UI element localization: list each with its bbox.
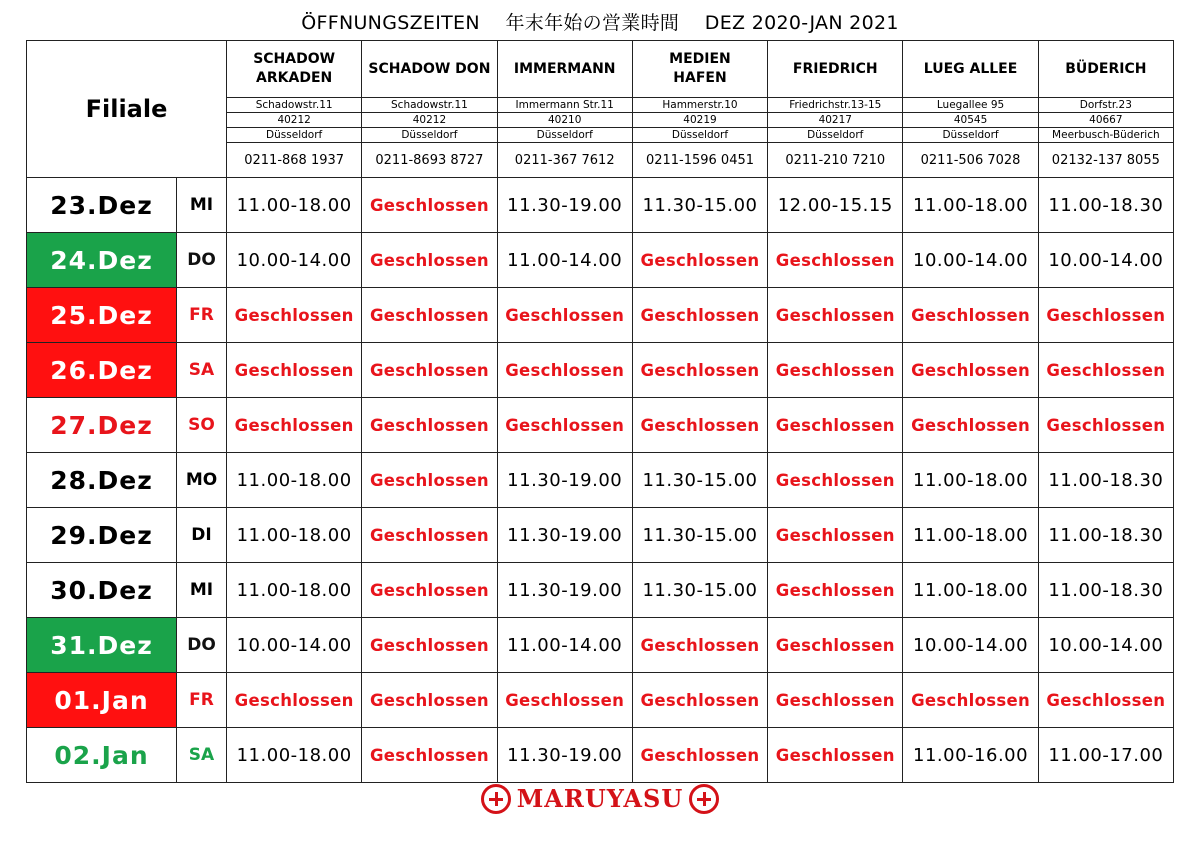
closed-cell: Geschlossen (768, 508, 903, 563)
store-city: Meerbusch-Büderich (1038, 128, 1173, 143)
store-city: Düsseldorf (497, 128, 632, 143)
hours-cell: 11.30-15.00 (632, 453, 767, 508)
store-zip: 40217 (768, 113, 903, 128)
store-city: Düsseldorf (227, 128, 362, 143)
hours-cell: 11.00-16.00 (903, 728, 1038, 783)
closed-cell: Geschlossen (903, 288, 1038, 343)
hours-cell: 11.00-18.00 (903, 453, 1038, 508)
maruyasu-seal-icon (689, 784, 719, 814)
closed-cell: Geschlossen (632, 398, 767, 453)
closed-cell: Geschlossen (362, 288, 497, 343)
store-name-line1: MEDIEN (669, 51, 731, 67)
closed-cell: Geschlossen (497, 398, 632, 453)
closed-cell: Geschlossen (362, 618, 497, 673)
store-phone: 0211-868 1937 (227, 143, 362, 178)
closed-cell: Geschlossen (362, 508, 497, 563)
weekday-cell: MI (177, 178, 227, 233)
hours-cell: 11.00-18.00 (903, 178, 1038, 233)
weekday-cell: SA (177, 343, 227, 398)
store-name (497, 41, 632, 98)
closed-cell: Geschlossen (227, 398, 362, 453)
weekday-cell: DO (177, 233, 227, 288)
weekday-cell: SA (177, 728, 227, 783)
hours-cell: 12.00-15.15 (768, 178, 903, 233)
store-name-line1: LUEG ALLEE (923, 60, 1018, 77)
hours-cell: 11.30-19.00 (497, 453, 632, 508)
hours-cell: 10.00-14.00 (227, 618, 362, 673)
hours-cell: 10.00-14.00 (903, 618, 1038, 673)
date-cell: 31.Dez (27, 618, 177, 673)
store-phone: 0211-367 7612 (497, 143, 632, 178)
store-zip: 40667 (1038, 113, 1173, 128)
hours-cell: 11.00-17.00 (1038, 728, 1173, 783)
date-cell: 01.Jan (27, 673, 177, 728)
closed-cell: Geschlossen (768, 233, 903, 288)
hours-cell: 11.30-15.00 (632, 563, 767, 618)
logo-text: MARUYASU (516, 784, 684, 813)
weekday-cell: DI (177, 508, 227, 563)
closed-cell: Geschlossen (362, 233, 497, 288)
hours-cell: 10.00-14.00 (227, 233, 362, 288)
closed-cell: Geschlossen (227, 673, 362, 728)
store-name (632, 41, 767, 98)
store-zip: 40545 (903, 113, 1038, 128)
closed-cell: Geschlossen (362, 728, 497, 783)
store-city: Düsseldorf (362, 128, 497, 143)
table-row (27, 343, 1174, 398)
closed-cell: Geschlossen (362, 398, 497, 453)
store-zip: 40212 (227, 113, 362, 128)
hours-cell: 11.30-19.00 (497, 508, 632, 563)
closed-cell: Geschlossen (227, 288, 362, 343)
weekday-cell: SO (177, 398, 227, 453)
hours-cell: 11.00-18.00 (227, 563, 362, 618)
table-row (27, 563, 1174, 618)
store-name-line1: SCHADOW DON (368, 60, 491, 77)
weekday-cell: DO (177, 618, 227, 673)
date-cell: 29.Dez (27, 508, 177, 563)
hours-cell: 11.00-18.30 (1038, 453, 1173, 508)
store-street: Immermann Str.11 (497, 98, 632, 113)
store-name (227, 41, 362, 98)
store-name-line1: IMMERMANN (513, 60, 616, 77)
date-cell: 26.Dez (27, 343, 177, 398)
closed-cell: Geschlossen (768, 288, 903, 343)
store-phone: 0211-506 7028 (903, 143, 1038, 178)
store-zip: 40219 (632, 113, 767, 128)
store-city: Düsseldorf (632, 128, 767, 143)
store-street: Schadowstr.11 (227, 98, 362, 113)
store-name-line2: ARKADEN (256, 70, 333, 86)
store-phone: 0211-1596 0451 (632, 143, 767, 178)
hours-cell: 11.30-19.00 (497, 563, 632, 618)
weekday-cell: MO (177, 453, 227, 508)
closed-cell: Geschlossen (903, 343, 1038, 398)
closed-cell: Geschlossen (1038, 288, 1173, 343)
closed-cell: Geschlossen (497, 288, 632, 343)
table-row (27, 178, 1174, 233)
hours-cell: 10.00-14.00 (1038, 233, 1173, 288)
store-name-line1: BÜDERICH (1065, 60, 1147, 77)
store-name (903, 41, 1038, 98)
hours-cell: 11.00-18.00 (227, 453, 362, 508)
closed-cell: Geschlossen (768, 563, 903, 618)
closed-cell: Geschlossen (227, 343, 362, 398)
store-name-line2: HAFEN (673, 70, 727, 86)
table-row (27, 398, 1174, 453)
table-row (27, 618, 1174, 673)
closed-cell: Geschlossen (632, 343, 767, 398)
weekday-cell: FR (177, 288, 227, 343)
hours-cell: 11.00-14.00 (497, 233, 632, 288)
closed-cell: Geschlossen (632, 728, 767, 783)
table-row (27, 728, 1174, 783)
store-phone: 0211-8693 8727 (362, 143, 497, 178)
hours-cell: 11.00-18.30 (1038, 508, 1173, 563)
date-cell: 02.Jan (27, 728, 177, 783)
store-street: Schadowstr.11 (362, 98, 497, 113)
closed-cell: Geschlossen (768, 618, 903, 673)
store-zip: 40210 (497, 113, 632, 128)
table-row (27, 508, 1174, 563)
store-name (768, 41, 903, 98)
store-street: Luegallee 95 (903, 98, 1038, 113)
hours-cell: 11.00-18.30 (1038, 563, 1173, 618)
maruyasu-logo (0, 782, 1200, 814)
hours-cell: 10.00-14.00 (903, 233, 1038, 288)
closed-cell: Geschlossen (632, 288, 767, 343)
hours-cell: 11.30-19.00 (497, 178, 632, 233)
hours-cell: 11.00-18.00 (227, 508, 362, 563)
table-row (27, 453, 1174, 508)
closed-cell: Geschlossen (903, 398, 1038, 453)
closed-cell: Geschlossen (497, 343, 632, 398)
store-street: Friedrichstr.13-15 (768, 98, 903, 113)
opening-hours-table (26, 40, 1174, 783)
hours-cell: 11.00-18.00 (903, 508, 1038, 563)
page-title: ÖFFNUNGSZEITEN 年末年始の営業時間 DEZ 2020-JAN 2021 (301, 12, 899, 34)
closed-cell: Geschlossen (362, 453, 497, 508)
closed-cell: Geschlossen (632, 618, 767, 673)
hours-cell: 11.00-18.00 (227, 728, 362, 783)
table-row (27, 233, 1174, 288)
closed-cell: Geschlossen (497, 673, 632, 728)
hours-cell: 11.00-14.00 (497, 618, 632, 673)
hours-cell: 11.30-15.00 (632, 508, 767, 563)
closed-cell: Geschlossen (362, 673, 497, 728)
date-cell: 23.Dez (27, 178, 177, 233)
closed-cell: Geschlossen (768, 343, 903, 398)
store-name (362, 41, 497, 98)
store-city: Düsseldorf (903, 128, 1038, 143)
hours-cell: 11.00-18.00 (903, 563, 1038, 618)
store-city: Düsseldorf (768, 128, 903, 143)
store-zip: 40212 (362, 113, 497, 128)
closed-cell: Geschlossen (1038, 398, 1173, 453)
store-phone: 02132-137 8055 (1038, 143, 1173, 178)
weekday-cell: MI (177, 563, 227, 618)
hours-cell: 11.00-18.30 (1038, 178, 1173, 233)
date-cell: 24.Dez (27, 233, 177, 288)
table-row (27, 673, 1174, 728)
weekday-cell: FR (177, 673, 227, 728)
store-phone: 0211-210 7210 (768, 143, 903, 178)
store-name (1038, 41, 1173, 98)
maruyasu-seal-icon (481, 784, 511, 814)
table-row (27, 288, 1174, 343)
hours-cell: 11.00-18.00 (227, 178, 362, 233)
closed-cell: Geschlossen (632, 673, 767, 728)
filiale-header: Filiale (27, 41, 227, 178)
hours-cell: 11.30-19.00 (497, 728, 632, 783)
closed-cell: Geschlossen (903, 673, 1038, 728)
closed-cell: Geschlossen (768, 728, 903, 783)
store-name-line1: SCHADOW (253, 51, 336, 67)
closed-cell: Geschlossen (768, 398, 903, 453)
closed-cell: Geschlossen (1038, 673, 1173, 728)
date-cell: 30.Dez (27, 563, 177, 618)
closed-cell: Geschlossen (632, 233, 767, 288)
closed-cell: Geschlossen (768, 673, 903, 728)
closed-cell: Geschlossen (362, 343, 497, 398)
date-cell: 28.Dez (27, 453, 177, 508)
store-name-line1: FRIEDRICH (792, 60, 878, 77)
closed-cell: Geschlossen (362, 178, 497, 233)
closed-cell: Geschlossen (1038, 343, 1173, 398)
date-cell: 25.Dez (27, 288, 177, 343)
store-street: Hammerstr.10 (632, 98, 767, 113)
hours-cell: 10.00-14.00 (1038, 618, 1173, 673)
hours-cell: 11.30-15.00 (632, 178, 767, 233)
date-cell: 27.Dez (27, 398, 177, 453)
store-street: Dorfstr.23 (1038, 98, 1173, 113)
closed-cell: Geschlossen (362, 563, 497, 618)
closed-cell: Geschlossen (768, 453, 903, 508)
